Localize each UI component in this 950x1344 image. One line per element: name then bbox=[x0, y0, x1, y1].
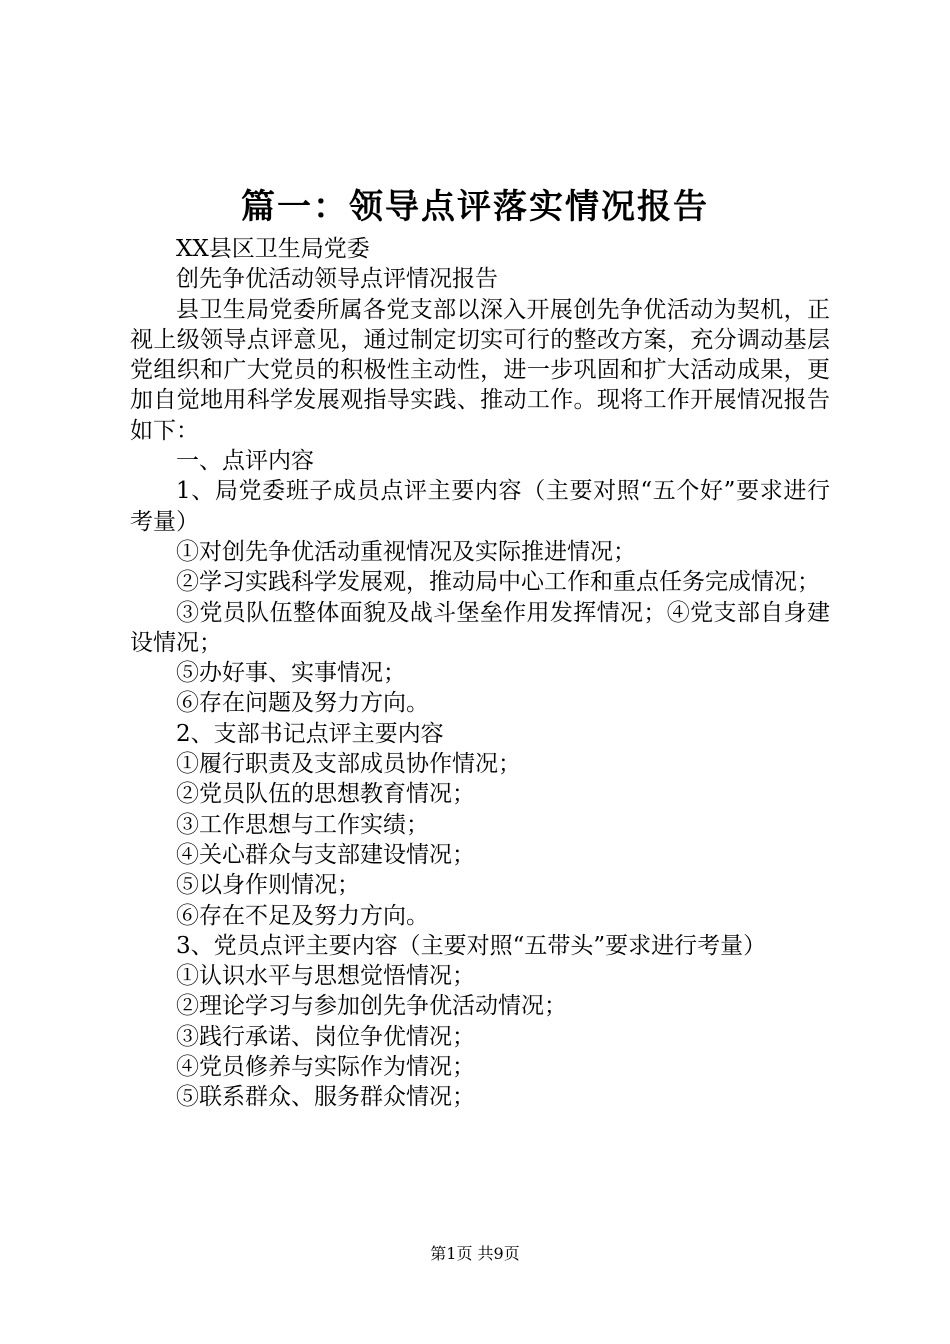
list-item: ①对创先争优活动重视情况及实际推进情况； bbox=[176, 538, 636, 565]
paragraph-report-subtitle: 创先争优活动领导点评情况报告 bbox=[176, 266, 498, 293]
document-title: 篇一：领导点评落实情况报告 bbox=[241, 187, 709, 227]
page-footer: 第1页 共9页 bbox=[430, 1244, 520, 1263]
list-item: ⑤以身作则情况； bbox=[176, 872, 360, 899]
subsection-heading-member-review: 3、党员点评主要内容（主要对照“五带头”要求进行考量） bbox=[176, 932, 767, 959]
list-item: ⑥存在不足及努力方向。 bbox=[176, 902, 429, 929]
list-item: ④关心群众与支部建设情况； bbox=[176, 841, 475, 868]
list-item: ①履行职责及支部成员协作情况； bbox=[176, 751, 521, 778]
list-item: ⑥存在问题及努力方向。 bbox=[176, 690, 429, 717]
list-item: ①认识水平与思想觉悟情况； bbox=[176, 963, 475, 990]
list-item: ⑤联系群众、服务群众情况； bbox=[176, 1084, 475, 1111]
subsection-heading-committee-review: 1、局党委班子成员点评主要内容（主要对照“五个好”要求进行考量） bbox=[130, 478, 830, 535]
section-heading-review-content: 一、点评内容 bbox=[176, 448, 314, 475]
list-item: ④党员修养与实际作为情况； bbox=[176, 1054, 475, 1081]
subsection-heading-secretary-review: 2、支部书记点评主要内容 bbox=[176, 720, 444, 747]
list-item: ③党员队伍整体面貌及战斗堡垒作用发挥情况；④党支部自身建设情况； bbox=[130, 599, 830, 656]
list-item: ③践行承诺、岗位争优情况； bbox=[176, 1023, 475, 1050]
list-item: ⑤办好事、实事情况； bbox=[176, 660, 406, 687]
list-item: ②学习实践科学发展观，推动局中心工作和重点任务完成情况； bbox=[176, 569, 820, 596]
list-item: ③工作思想与工作实绩； bbox=[176, 811, 429, 838]
paragraph-org-name: XX县区卫生局党委 bbox=[176, 236, 370, 262]
list-item: ②理论学习与参加创先争优活动情况； bbox=[176, 993, 567, 1020]
list-item: ②党员队伍的思想教育情况； bbox=[176, 781, 475, 808]
paragraph-intro: 县卫生局党委所属各党支部以深入开展创先争优活动为契机，正视上级领导点评意见，通过制定切实可行的整改方案，充分调动基层党组织和广大党员的积极性主动性，进一步巩固和扩大活动成果，更加自觉地用科学发展观指导实践、推动工作。现将工作开展情况报告如下： bbox=[130, 296, 830, 444]
document-body bbox=[130, 234, 830, 1113]
